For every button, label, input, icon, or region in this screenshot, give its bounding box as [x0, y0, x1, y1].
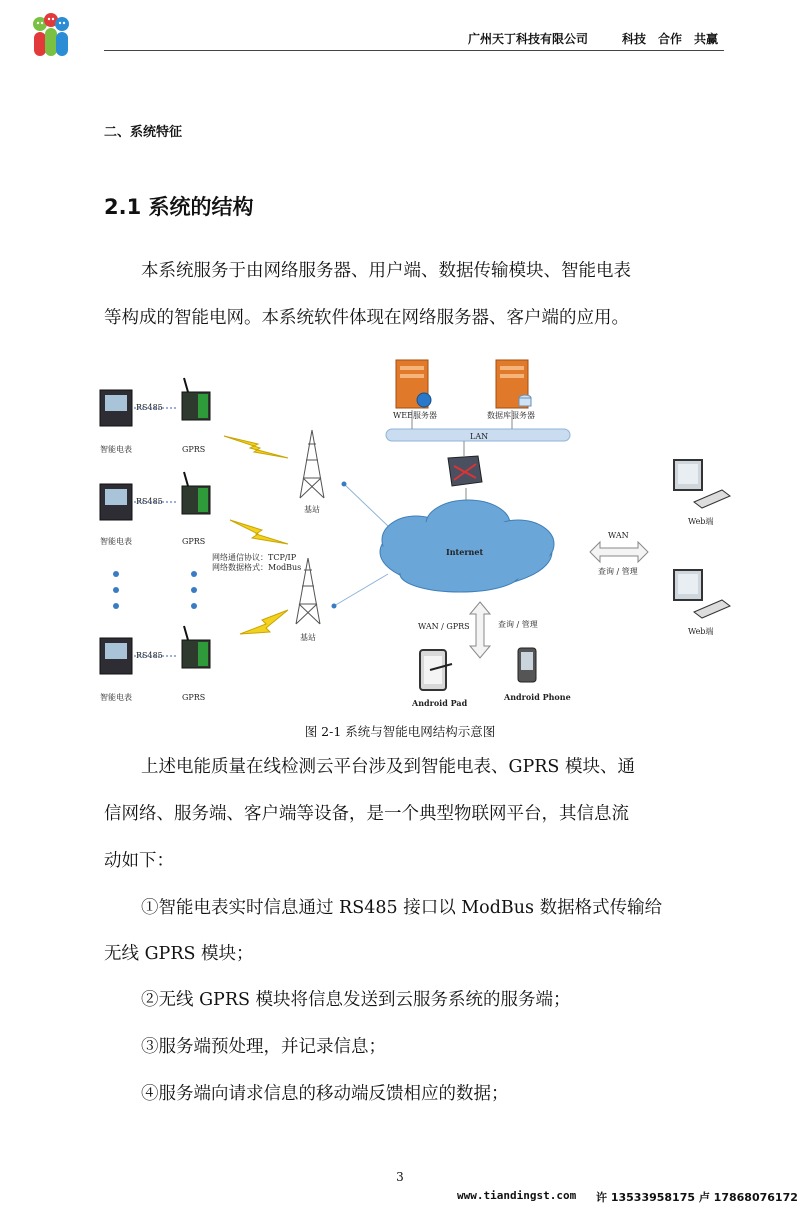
wan-label: WAN [608, 531, 629, 540]
web-client-label: Web端 [688, 517, 714, 526]
intro-line-1: 本系统服务于由网络服务器、用户端、数据传输模块、智能电表 [141, 261, 631, 281]
gprs-label: GPRS [182, 693, 206, 702]
protocol-line-1: 网络通信协议：TCP/IP [212, 553, 297, 562]
android-pad-icon [420, 650, 452, 690]
wan-gprs-arrow [470, 602, 490, 658]
android-phone-icon [518, 648, 536, 682]
step-1-line-1: ①智能电表实时信息通过 RS485 接口以 ModBus 数据格式传输给 [141, 898, 663, 918]
query-manage-label-2: 查询 / 管理 [498, 620, 538, 629]
meter-label: 智能电表 [100, 445, 132, 454]
rs485-label: RS485 [136, 497, 163, 506]
web-client-icon [674, 460, 730, 508]
wan-gprs-label: WAN / GPRS [418, 622, 470, 631]
section-title: 二、系统特征 [104, 125, 183, 140]
body-p1-line-3: 动如下： [104, 851, 174, 871]
footer-contact: 许 13533958175 卢 17868076172 [596, 1191, 798, 1204]
step-3: ③服务端预处理，并记录信息； [141, 1037, 386, 1057]
wireless-signal-icon [224, 436, 288, 634]
ellipsis-dots [113, 571, 197, 609]
web-client-label: Web端 [688, 627, 714, 636]
system-structure-diagram [90, 348, 740, 713]
gprs-label: GPRS [182, 537, 206, 546]
step-2: ②无线 GPRS 模块将信息发送到云服务系统的服务端； [141, 990, 571, 1010]
header-slogan: 科技 合作 共赢 [622, 32, 719, 46]
android-phone-label: Android Phone [504, 692, 571, 702]
wan-arrow [590, 542, 648, 562]
lan-label: LAN [470, 432, 489, 441]
web-server-label: WEB服务器 [393, 411, 437, 420]
query-manage-label: 查询 / 管理 [598, 567, 638, 576]
meter-row-3 [100, 626, 210, 702]
footer-website: www.tiandingst.com [457, 1189, 577, 1202]
rs485-label: RS485 [136, 403, 163, 412]
meter-row-1 [100, 378, 210, 454]
base-station-label: 基站 [304, 505, 320, 514]
step-4: ④服务端向请求信息的移动端反馈相应的数据； [141, 1084, 509, 1104]
step-1-line-2: 无线 GPRS 模块； [104, 944, 254, 964]
header-company: 广州天丁科技有限公司 [468, 32, 589, 46]
web-client-icon [674, 570, 730, 618]
body-p1-line-2: 信网络、服务端、客户端等设备，是一个典型物联网平台，其信息流 [104, 804, 629, 824]
web-server-icon [396, 360, 431, 408]
header-rule [104, 50, 724, 51]
heading-2-1: 2.1 系统的结构 [104, 195, 254, 219]
meter-row-2 [100, 472, 210, 546]
body-p1-line-1: 上述电能质量在线检测云平台涉及到智能电表、GPRS 模块、通 [141, 757, 635, 777]
base-station-label: 基站 [300, 633, 316, 642]
android-pad-label: Android Pad [412, 698, 468, 708]
rs485-label: RS485 [136, 651, 163, 660]
meter-label: 智能电表 [100, 693, 132, 702]
page-number: 3 [396, 1170, 404, 1184]
db-server-icon [496, 360, 531, 408]
base-station-tower-icon [296, 430, 324, 624]
intro-line-2: 等构成的智能电网。本系统软件体现在网络服务器、客户端的应用。 [104, 308, 629, 328]
company-logo [26, 10, 76, 58]
meter-label: 智能电表 [100, 537, 132, 546]
gprs-label: GPRS [182, 445, 206, 454]
db-server-label: 数据库服务器 [487, 411, 535, 420]
figure-caption: 图 2-1 系统与智能电网结构示意图 [304, 724, 496, 739]
internet-label: Internet [446, 547, 484, 557]
protocol-line-2: 网络数据格式：ModBus [212, 563, 302, 572]
network-switch-icon [448, 456, 482, 486]
